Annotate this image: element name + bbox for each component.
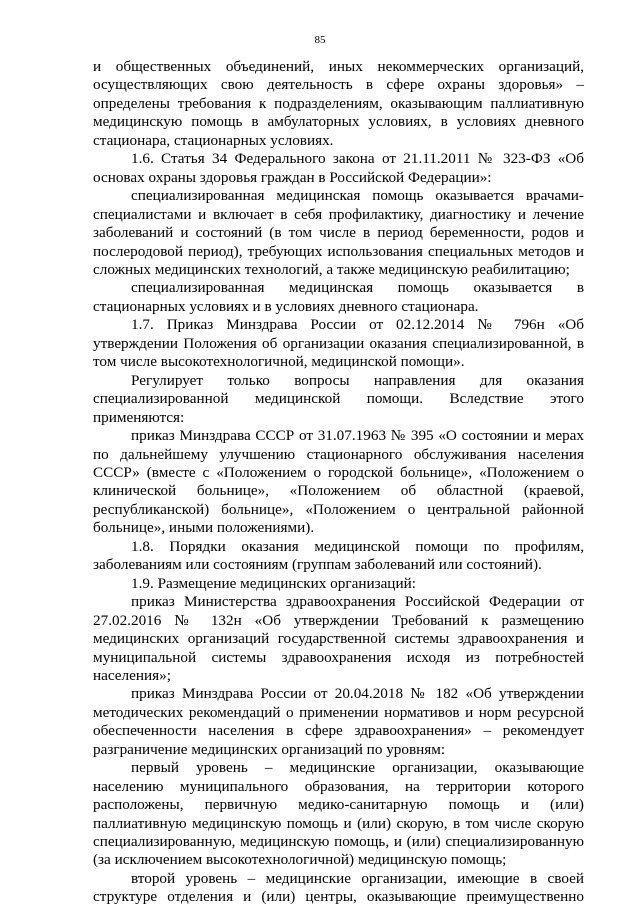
paragraph: и общественных объединений, иных некоммерческих организаций, осуществляющих свою деятельность в сфере охраны здоровья» – определены требования к подразделениям, оказывающим паллиативную медицинскую помощь в амбулаторных условиях, в условиях дневного стационара, стационарных условиях. xyxy=(93,58,584,149)
paragraph-last: второй уровень – медицинские организации, имеющие в своей структуре отделения и (или) центры, оказывающие преимущественно xyxy=(93,869,584,906)
paragraph: Регулирует только вопросы направления для оказания специализированной медицинской помощи. Вследствие этого применяются: xyxy=(93,371,584,426)
page-number: 85 xyxy=(314,34,326,46)
paragraph: 1.6. Статья 34 Федерального закона от 21.11.2011 № 323-ФЗ «Об основах охраны здоровья граждан в Российской Федерации»: xyxy=(93,150,584,186)
paragraph: 1.8. Порядки оказания медицинской помощи по профилям, заболеваниям или состояниям (группам заболеваний или состояний). xyxy=(93,537,584,574)
paragraph: первый уровень – медицинские организации, оказывающие населению муниципального образования, на территории которого расположены, первичную медико-санитарную помощь и (или) паллиативную медицинскую помощь и (или) скорую, в том числе скорую специализированную, медицинскую помощь, и (или) специализированную (за исключением высокотехнологичной) медицинскую помощь; xyxy=(93,759,584,869)
paragraph: приказ Министерства здравоохранения Российской Федерации от 27.02.2016 № 132н «Об утверждении Требований к размещению медицинских организаций государственной системы здравоохранения и муниципальной системы здравоохранения исходя из потребностей населения»; xyxy=(93,593,584,684)
paragraph: приказ Минздрава СССР от 31.07.1963 № 395 «О состоянии и мерах по дальнейшему улучшению стационарного обслуживания населения СССР» (вместе с «Положением о городской больнице», «Положением о клинической больнице», «Положением об областной (краевой, республиканской) больнице», «Положением о центральной районной больнице», иными положениями). xyxy=(93,427,584,537)
paragraph: специализированная медицинская помощь оказывается врачами-специалистами и включает в себя профилактику, диагностику и лечение заболеваний и состояний (в том числе в период беременности, родов и послеродовой период), требующих использования специальных методов и сложных медицинских технологий, а также медицинскую реабилитацию; xyxy=(93,187,584,278)
paragraph: приказ Минздрава России от 20.04.2018 № 182 «Об утверждении методических рекомендаций о применении нормативов и норм ресурсной обеспеченности населения в сфере здравоохранения» – рекомендует разграничение медицинских организаций по уровням: xyxy=(93,685,584,758)
paragraph: 1.7. Приказ Минздрава России от 02.12.2014 № 796н «Об утверждении Положения об организации оказания специализированной, в том числе высокотехнологичной, медицинской помощи». xyxy=(93,316,584,371)
paragraph: специализированная медицинская помощь оказывается в стационарных условиях и в условиях дневного стационара. xyxy=(93,279,584,315)
paragraph: 1.9. Размещение медицинских организаций: xyxy=(131,574,416,592)
body-text xyxy=(93,58,584,907)
